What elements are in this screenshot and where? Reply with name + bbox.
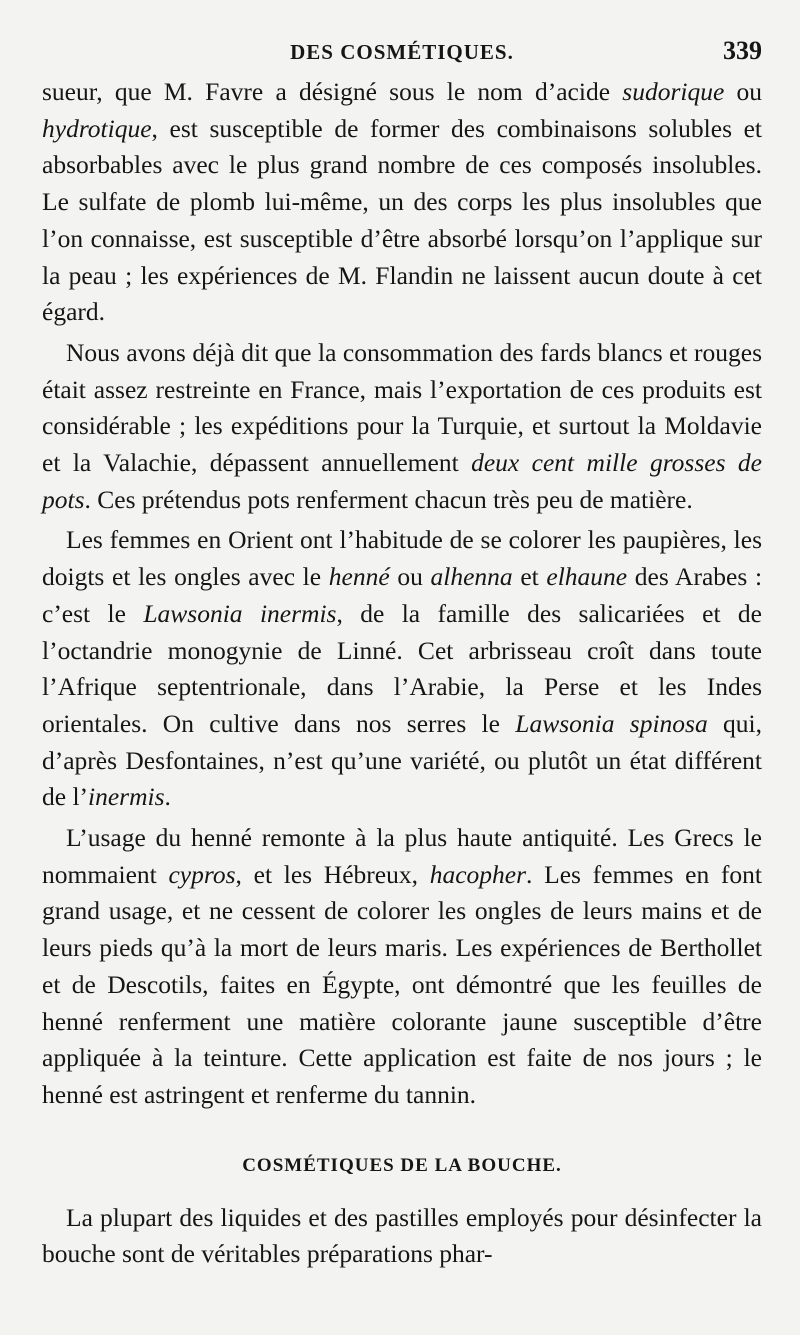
italic-term: sudorique — [622, 77, 725, 106]
section-heading: COSMÉTIQUES DE LA BOUCHE. — [242, 1154, 562, 1176]
italic-term: alhenna — [430, 562, 513, 592]
italic-term: Lawsonia spinosa — [515, 708, 708, 738]
page-header — [42, 30, 762, 74]
text-run: Les femmes en Orient ont l’habitude de se colorer les paupières, les doigts et les ongles avec le — [42, 525, 762, 592]
italic-term: henné — [328, 562, 390, 592]
paragraph-4 — [42, 820, 762, 1114]
text-run: . Les femmes en font grand usage, et ne cessent de colorer les ongles de leurs mains et de leurs pieds qu’à la mort de leurs maris. Les expériences de Berthollet et de Descotils, faites en Égypte, ont démontré que les feuilles de henné renferment une matière colorante jaune susceptible d’être appliquée à la teinture. Cette application est faite de nos jours ; le henné est astringent et renferme du tannin. — [42, 859, 763, 1109]
italic-term: inermis — [88, 782, 165, 812]
text-run: des Arabes : c’est le — [42, 562, 763, 628]
italic-term: hydrotique — [42, 113, 152, 143]
body-text — [42, 74, 762, 1114]
text-run: ou — [724, 77, 763, 106]
italic-term: hacopher — [429, 859, 527, 889]
text-run: ou — [389, 562, 431, 592]
text-run: sueur, que M. Favre a désigné sous le nom d’acide — [42, 77, 623, 106]
text-run: L’usage du henné remonte à la plus haute antiquité. Les Grecs le nommaient — [42, 823, 762, 889]
running-title: DES COSMÉTIQUES. — [290, 40, 514, 64]
paragraph-3 — [42, 522, 762, 816]
text-run: , est susceptible de former des combinaisons solubles et absorbables avec le plus grand nombre de ces composés insolubles. Le sulfate de plomb lui-même, un des corps les plus insolubles que l’on connaisse, est susceptible d’être absorbé lorsqu’on l’applique sur la peau ; les expériences de M. Flandin ne laissent aucun doute à cet égard. — [42, 113, 762, 327]
text-run: Nous avons déjà dit que la consommation des fards blancs et rouges était assez restreinte en France, mais l’exportation de ces produits est considérable ; les expéditions pour la Turquie, et surtout la Moldavie et la Valachie, dépassent annuellement — [42, 337, 762, 478]
italic-term: cypros — [168, 859, 236, 889]
text-run: et — [512, 562, 547, 592]
page-number: 339 — [723, 36, 762, 65]
paragraph-1 — [42, 74, 762, 331]
italic-term: elhaune — [546, 562, 628, 592]
paragraph-2 — [42, 335, 762, 519]
italic-term: deux cent mille grosses de pots — [42, 448, 762, 514]
paragraph-final: La plupart des liquides et des pastilles employés pour désinfecter la bouche sont de véritables préparations phar- — [42, 1202, 762, 1269]
text-run: , et les Hébreux, — [235, 859, 430, 889]
text-run: . — [164, 782, 171, 812]
text-run: . Ces prétendus pots renferment chacun très peu de matière. — [84, 484, 693, 514]
text-run: qui, d’après Desfontaines, n’est qu’une variété, ou plutôt un état différent de l’ — [42, 708, 762, 812]
italic-term: Lawsonia inermis — [143, 598, 337, 628]
text-run: , de la famille des salicariées et de l’octandrie monogynie de Linné. Cet arbrisseau croît dans toute l’Afrique septentrionale, dans l’Arabie, la Perse et les Indes orientales. On cultive dans nos serres le — [42, 598, 762, 738]
